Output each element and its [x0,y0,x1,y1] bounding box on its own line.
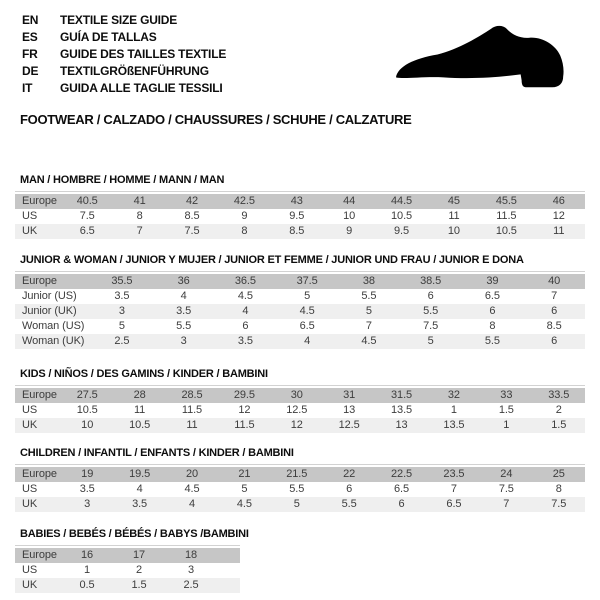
size-cell: 3.5 [153,304,215,319]
size-cell: 11.5 [181,404,203,416]
size-cell: 13 [375,418,427,433]
size-table-children [15,467,585,512]
table-body [15,467,585,512]
language-code: IT [22,81,33,95]
size-cell: 29.5 [218,388,270,403]
size-cell: 5.5 [289,483,305,495]
row-label: UK [15,578,61,593]
size-cell: 19 [61,467,113,482]
size-cell: 5.5 [323,497,375,512]
spacer-cell [217,563,240,578]
size-cell: 36 [153,274,215,289]
size-cell: 7 [551,290,558,302]
table-title-babies: BABIES / BEBÉS / BÉBÉS / BABYS /BAMBINI [20,528,249,540]
language-code: EN [22,13,39,27]
size-cell: 5 [241,483,248,495]
table-row [15,274,585,289]
size-cell: 9.5 [375,224,427,239]
dress-shoe-icon [392,22,580,98]
size-cell: 5.5 [176,320,192,332]
size-cell: 24 [480,467,532,482]
table-title-junior-woman: JUNIOR & WOMAN / JUNIOR Y MUJER / JUNIOR ET FEMME / JUNIOR UND FRAU / JUNIOR E DONA [20,254,524,266]
size-cell: 44 [323,194,375,209]
size-cell: 1.5 [498,404,514,416]
size-cell: 13.5 [391,404,413,416]
size-cell: 7.5 [166,224,218,239]
size-cell: 1 [83,564,91,576]
size-cell: 21 [218,467,270,482]
size-cell: 17 [113,548,165,563]
size-cell: 4 [215,304,277,319]
size-cell: 5 [400,334,462,349]
size-cell: 3 [91,304,153,319]
size-cell: 4.5 [218,497,270,512]
size-cell: 38.5 [400,274,462,289]
size-cell: 4 [180,290,187,302]
size-cell: 43 [271,194,323,209]
size-table-man [15,194,585,239]
size-cell: 12.5 [323,418,375,433]
size-cell: 11 [133,404,146,416]
language-title: TEXTILGRÖßENFÜHRUNG [60,64,209,78]
size-cell: 8.5 [184,210,200,222]
size-cell: 6 [427,290,434,302]
row-label: Woman (US) [22,320,85,332]
size-cell: 10 [428,224,480,239]
size-cell: 3 [153,334,215,349]
size-cell: 3.5 [114,290,130,302]
size-cell: 7.5 [423,320,439,332]
size-cell: 7 [450,483,457,495]
size-cell: 25 [533,467,585,482]
size-cell: 42 [166,194,218,209]
spacer-cell [217,548,240,563]
size-cell: 7.5 [533,497,585,512]
size-cell: 22 [323,467,375,482]
size-cell: 3.5 [113,497,165,512]
size-cell: 8 [489,320,496,332]
size-cell: 6 [523,304,585,319]
row-label: US [22,404,38,416]
size-cell: 10.5 [480,224,532,239]
size-cell: 4 [136,483,143,495]
size-cell: 4.5 [184,483,200,495]
table-row [15,194,585,209]
row-label: Europe [15,467,61,482]
table-row [15,548,240,563]
size-cell: 10.5 [391,210,413,222]
language-title: GUÍA DE TALLAS [60,30,157,44]
table-row [15,403,585,418]
size-cell: 27.5 [61,388,113,403]
table-row [15,578,240,593]
table-row [15,334,585,349]
size-table-kids [15,388,585,433]
language-title: GUIDA ALLE TAGLIE TESSILI [60,81,223,95]
table-row [15,319,585,334]
size-cell: 36.5 [215,274,277,289]
size-cell: 11 [533,224,585,239]
size-cell: 5.5 [400,304,462,319]
size-cell: 12 [238,404,251,416]
size-cell: 1 [450,404,457,416]
row-label: Europe [15,388,61,403]
size-cell: 8.5 [271,224,323,239]
size-cell: 7 [480,497,532,512]
size-cell: 32 [428,388,480,403]
language-code: DE [22,64,39,78]
language-title: TEXTILE SIZE GUIDE [60,13,178,27]
row-label: Woman (UK) [15,334,91,349]
size-cell: 13.5 [428,418,480,433]
row-label: US [22,210,38,222]
size-cell: 11.5 [496,210,517,222]
size-cell: 4 [276,334,338,349]
size-cell: 6 [462,304,524,319]
size-cell: 6 [242,320,249,332]
row-label: Europe [15,548,61,563]
size-cell: 6.5 [428,497,480,512]
size-cell: 6.5 [394,483,410,495]
size-cell: 5 [338,304,400,319]
size-cell: 11 [448,210,460,222]
size-table-section-children [15,447,585,512]
size-cell: 39 [462,274,524,289]
row-label: US [22,564,38,576]
size-cell: 8 [218,224,270,239]
table-row [15,563,240,578]
size-cell: 6.5 [484,290,500,302]
table-row [15,418,585,433]
size-cell: 12.5 [286,404,308,416]
table-title-man: MAN / HOMBRE / HOMME / MANN / MAN [20,174,225,186]
table-body [15,548,240,593]
size-cell: 9 [241,210,248,222]
table-row [15,482,585,497]
size-cell: 10 [61,418,113,433]
size-cell: 5 [304,290,311,302]
size-cell: 35.5 [91,274,153,289]
table-body [15,388,585,433]
row-label: US [22,483,38,495]
size-cell: 44.5 [375,194,427,209]
row-label: Europe [15,194,61,209]
size-cell: 3.5 [215,334,277,349]
table-row [15,289,585,304]
size-cell: 8.5 [546,320,562,332]
size-cell: 2.5 [165,578,217,593]
table-row [15,304,585,319]
size-cell: 1.5 [113,578,165,593]
table-row [15,497,585,512]
size-cell: 30 [271,388,323,403]
table-top-rule [15,464,585,465]
size-cell: 31.5 [375,388,427,403]
size-cell: 10.5 [76,404,98,416]
table-body [15,194,585,239]
size-cell: 6 [523,334,585,349]
size-tables [15,174,585,593]
size-cell: 42.5 [218,194,270,209]
size-cell: 19.5 [113,467,165,482]
size-cell: 6.5 [299,320,315,332]
size-cell: 23.5 [428,467,480,482]
table-title-children: CHILDREN / INFANTIL / ENFANTS / KINDER / BAMBINI [20,447,294,459]
size-cell: 40 [523,274,585,289]
size-cell: 18 [165,548,217,563]
table-top-rule [15,271,585,272]
size-cell: 20 [166,467,218,482]
size-cell: 5.5 [361,290,377,302]
size-cell: 6 [346,483,353,495]
table-top-rule [15,545,240,546]
size-cell: 12 [271,418,323,433]
size-cell: 4 [166,497,218,512]
size-cell: 4.5 [237,290,253,302]
size-cell: 0.5 [61,578,113,593]
size-cell: 1 [480,418,532,433]
size-cell: 37.5 [276,274,338,289]
size-cell: 22.5 [375,467,427,482]
size-cell: 3 [187,564,195,576]
size-cell: 28 [113,388,165,403]
size-cell: 6.5 [61,224,113,239]
size-cell: 2 [555,404,562,416]
row-label: UK [15,418,61,433]
size-cell: 12 [552,210,565,222]
table-row [15,388,585,403]
size-cell: 31 [323,388,375,403]
size-cell: 3 [61,497,113,512]
size-cell: 45 [428,194,480,209]
size-cell: 10.5 [113,418,165,433]
row-label: UK [15,224,61,239]
row-label: Junior (US) [22,290,77,302]
size-cell: 8 [555,483,562,495]
size-cell: 9.5 [289,210,305,222]
table-row [15,467,585,482]
row-label: UK [15,497,61,512]
category-title: FOOTWEAR / CALZADO / CHAUSSURES / SCHUHE / CALZATURE [20,112,412,127]
size-cell: 33 [480,388,532,403]
spacer-cell [217,578,240,593]
table-title-kids: KIDS / NIÑOS / DES GAMINS / KINDER / BAMBINI [20,368,268,380]
row-label: Junior (UK) [15,304,91,319]
table-row [15,224,585,239]
size-cell: 11.5 [218,418,270,433]
table-row [15,209,585,224]
size-cell: 11 [166,418,218,433]
size-cell: 13 [343,404,356,416]
size-cell: 4.5 [276,304,338,319]
size-cell: 8 [136,210,143,222]
size-cell: 10 [343,210,356,222]
size-cell: 5 [118,320,125,332]
size-cell: 40.5 [61,194,113,209]
size-table-section-junior-woman [15,254,585,349]
size-table-section-kids [15,368,585,433]
language-code: FR [22,47,38,61]
size-cell: 7 [365,320,372,332]
size-cell: 5 [271,497,323,512]
size-cell: 9 [323,224,375,239]
size-cell: 6 [375,497,427,512]
size-cell: 1.5 [533,418,585,433]
size-cell: 3.5 [79,483,95,495]
size-cell: 45.5 [480,194,532,209]
size-cell: 33.5 [533,388,585,403]
size-table-babies [15,548,240,593]
size-cell: 2 [135,564,143,576]
size-table-section-babies [15,528,585,593]
size-cell: 21.5 [271,467,323,482]
language-code: ES [22,30,38,44]
size-cell: 4.5 [338,334,400,349]
row-label: Europe [15,274,91,289]
size-cell: 7 [113,224,165,239]
size-cell: 28.5 [166,388,218,403]
size-cell: 46 [533,194,585,209]
size-cell: 38 [338,274,400,289]
size-table-section-man [15,174,585,239]
size-cell: 7.5 [498,483,514,495]
size-cell: 16 [61,548,113,563]
table-body [15,274,585,349]
size-cell: 2.5 [91,334,153,349]
size-table-junior-woman [15,274,585,349]
size-cell: 7.5 [79,210,95,222]
language-title: GUIDE DES TAILLES TEXTILE [60,47,227,61]
table-top-rule [15,385,585,386]
table-top-rule [15,191,585,192]
size-cell: 5.5 [462,334,524,349]
size-cell: 41 [113,194,165,209]
